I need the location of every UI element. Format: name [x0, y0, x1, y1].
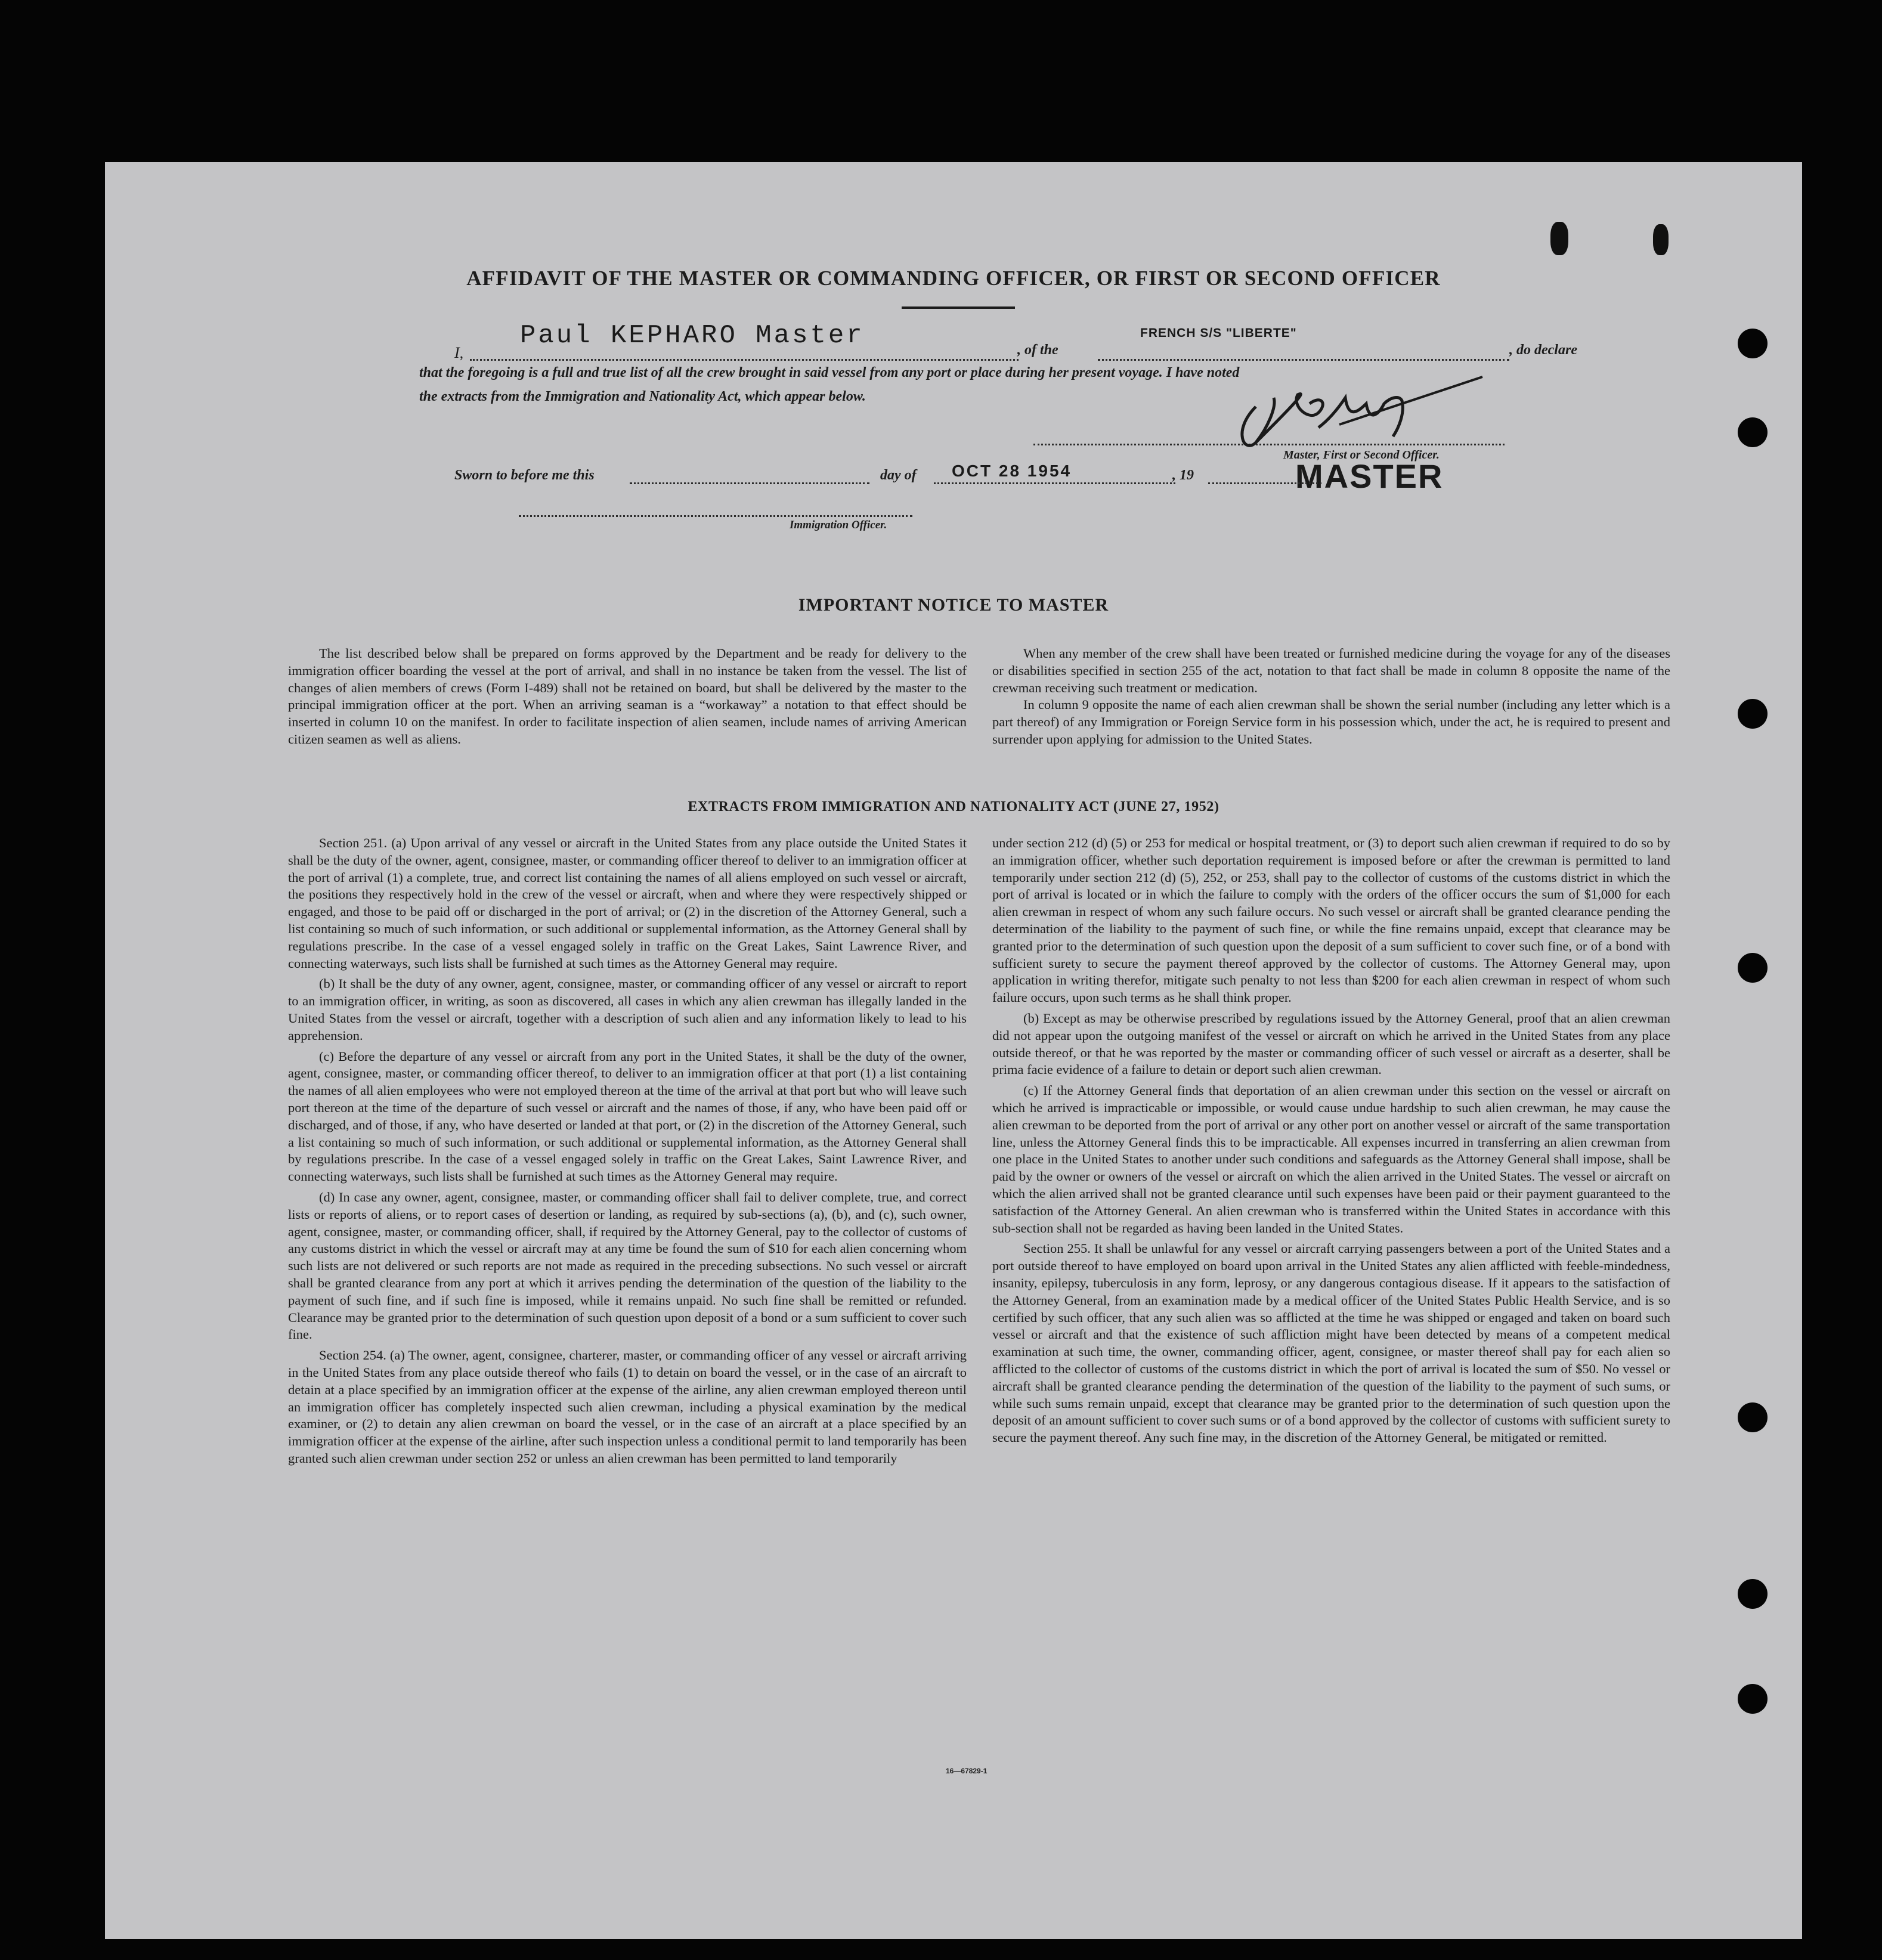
- year-prefix: , 19: [1172, 467, 1194, 483]
- month-field-line: [934, 482, 1175, 484]
- declaration-prefix: I,: [454, 344, 464, 361]
- vessel-name-stamp: FRENCH S/S "LIBERTE": [1140, 326, 1297, 340]
- notice-title: IMPORTANT NOTICE TO MASTER: [798, 595, 1109, 615]
- section-251a-paragraph: Section 251. (a) Upon arrival of any vessel or aircraft in the United States from any place outside the United States it shall be the duty of the owner, agent, consignee, master, or commanding officer thereof to deliver to an immigration officer at the port of arrival (1) a complete, true, and correct list containing the names of all aliens employed on such vessel or aircraft, the positions they respectively hold in the crew of the vessel or aircraft, when and where they were respectively shipped or engaged, and those to be paid off or discharged in the port of arrival; or (2) in the discretion of the Attorney General, such a list containing so much of such information, or such additional or supplemental information, as the Attorney General shall by regulations prescribe. In the case of a vessel engaged solely in traffic on the Great Lakes, Saint Lawrence River, and connecting waterways, such lists shall be furnished at such times as the Attorney General may require.: [288, 835, 967, 971]
- ink-smudge: [1550, 222, 1568, 255]
- section-254c-paragraph: (c) If the Attorney General finds that deportation of an alien crewman under this section on the vessel or aircraft on which he arrived is impracticable or impossible, or would cause undue hardship to such alien crewman, he may cause the alien crewman to be deported from the port of arrival or any other port on another vessel or aircraft of the same transportation line, unless the Attorney General finds this to be impracticable. All expenses incurred in transferring an alien crewman from one place in the United States to another under such conditions and safeguards as the Attorney General shall impose, shall be paid by the owner or owners of the vessel or aircraft on which the alien arrived in the United States. The vessel or aircraft on which the alien arrived shall not be granted clearance until such expenses have been paid or their payment guaranteed to the satisfaction of the Attorney General. An alien crewman who is transferred within the United States in accordance with this sub-section shall not be regarded as having been landed in the United States.: [992, 1083, 1670, 1236]
- declaration-line-2: that the foregoing is a full and true list of all the crew brought in said vessel from any port or place during her present voyage. I have noted: [419, 365, 1240, 380]
- sworn-day-line: [630, 482, 869, 484]
- punch-hole: [1738, 1684, 1768, 1714]
- extracts-title: EXTRACTS FROM IMMIGRATION AND NATIONALITY ACT (JUNE 27, 1952): [688, 799, 1219, 815]
- immigration-officer-line: [519, 515, 912, 517]
- notice-right-column: [992, 645, 1670, 748]
- punch-hole: [1738, 1579, 1768, 1609]
- extracts-left-column: [288, 835, 967, 1471]
- section-254b-paragraph: (b) Except as may be otherwise prescribed by regulations issued by the Attorney General, proof that an alien crewman did not appear upon the outgoing manifest of the vessel or aircraft on which he arrived in the United States from any place outside thereof, or that he was reported by the master or commanding officer of such vessel or aircraft as a deserter, shall be prima facie evidence of a failure to detain or deport such alien crewman.: [992, 1010, 1670, 1077]
- punch-hole: [1738, 953, 1768, 983]
- immigration-officer-label: Immigration Officer.: [790, 519, 887, 531]
- declaration-line-3: the extracts from the Immigration and Nationality Act, which appear below.: [419, 389, 866, 404]
- section-254a-continued-paragraph: under section 212 (d) (5) or 253 for medical or hospital treatment, or (3) to deport such alien crewman if required to do so by an immigration officer, whether such deportation requirement is imposed before or after the crewman is permitted to land temporarily under section 212 (d) (5), 252, or 253, shall pay to the collector of customs of the customs district in which the port of arrival is located or in which the failure to comply with the orders of the officer occurs the sum of $1,000 for each alien crewman in respect of whom any such failure occurs. No such vessel or aircraft shall be granted clearance pending the determination of the liability to the payment of such fine, or while the fine remains unpaid, except that clearance may be granted prior to the determination of such question upon the deposit of a sum sufficient to cover such fine, or of a bond with sufficient surety to secure the payment thereof approved by the collector of customs. The Attorney General may, upon application in writing therefor, mitigate such penalty to not less than $200 for each alien crewman in respect of whom such failure occurs, upon such terms as he shall think proper.: [992, 835, 1670, 1005]
- notice-right-paragraph-1: When any member of the crew shall have been treated or furnished medicine during the voyage for any of the diseases or disabilities specified in section 255 of the act, notation to that fact shall be made in column 8 opposite the name of the crewman receiving such treatment or medication.: [992, 646, 1670, 695]
- form-number: 16—67829-1: [946, 1767, 988, 1775]
- extracts-right-column: [992, 835, 1670, 1450]
- notice-right-paragraph-2: In column 9 opposite the name of each alien crewman shall be shown the serial number (including any letter which is a part thereof) of any Immigration or Foreign Service form in his possession which, under the act, he is required to present and surrender upon applying for admission to the United States.: [992, 697, 1670, 747]
- punch-hole: [1738, 1402, 1768, 1432]
- section-251d-paragraph: (d) In case any owner, agent, consignee, master, or commanding officer shall fail to deliver complete, true, and correct lists or reports of aliens, or to report cases of desertion or landing, as required by sub-sections (a), (b), and (c), such owner, agent, consignee, master, or commanding officer, shall, if required by the Attorney General, pay to the collector of customs of any customs district in which the vessel or aircraft may at any time be found the sum of $10 for each alien concerning whom such lists are not delivered or such reports are not made as required in the preceding subsections. No such vessel or aircraft shall be granted clearance from any port at which it arrives pending the determination of the question of the liability to the payment of such fine, and if such fine is imposed, while it remains unpaid. No such fine shall be remitted or refunded. Clearance may be granted prior to the determination of such question upon deposit of a bond or a sum sufficient to cover such fine.: [288, 1189, 967, 1342]
- sworn-label: Sworn to before me this: [454, 467, 595, 483]
- vessel-field-line: [1098, 359, 1509, 361]
- master-stamp: MASTER: [1295, 457, 1444, 495]
- notice-left-paragraph: The list described below shall be prepared on forms approved by the Department and be ready for delivery to the immigration officer boarding the vessel at the port of arrival, and shall in no instance be taken from the vessel. The list of changes of alien members of crews (Form I-489) shall not be retained on board, but shall be delivered by the master to the principal immigration officer at the port. When an arriving seaman is a “workaway” a notation to that effect should be inserted in column 10 on the manifest. In order to facilitate inspection of alien seamen, include names of arriving American citizen seamen as well as aliens.: [288, 646, 967, 747]
- name-field-line: [470, 359, 1019, 361]
- punch-hole: [1738, 329, 1768, 358]
- section-251c-paragraph: (c) Before the departure of any vessel or aircraft from any port in the United States, it shall be the duty of the owner, agent, consignee, master, or commanding officer thereof, to deliver to an immigration officer at that port (1) a list containing the names of all alien employees who were not employed thereon at the time of the arrival at that port but who will leave such port thereon at the time of the departure of such vessel or aircraft and the names of those, if any, who have been paid off or discharged, and of those, if any, who have deserted or landed at that port, or (2) in the discretion of the Attorney General, such a list containing so much of such information, or such additional or supplemental information, as the Attorney General shall by regulations prescribe. In the case of a vessel engaged solely in traffic on the Great Lakes, Saint Lawrence River, and connecting waterways, such lists shall be furnished at such times as the Attorney General may require.: [288, 1048, 967, 1184]
- day-of-label: day of: [880, 467, 917, 483]
- year-field-line: [1208, 482, 1321, 484]
- affidavit-title: AFFIDAVIT OF THE MASTER OR COMMANDING OFFICER, OR FIRST OR SECOND OFFICER: [466, 267, 1441, 290]
- signature-caption: Master, First or Second Officer.: [1283, 448, 1440, 462]
- section-255-paragraph: Section 255. It shall be unlawful for any vessel or aircraft carrying passengers between a port of the United States and a port outside thereof to have employed on board upon arrival in the United States any alien afflicted with feeble-mindedness, insanity, epilepsy, tuberculosis in any form, leprosy, or any dangerous contagious disease. If it appears to the satisfaction of the Attorney General, from an examination made by a medical officer of the United States Public Health Service, and is so certified by such officer, that any such alien was so afflicted at the time he was shipped or engaged and taken on board such vessel or aircraft and that the existence of such affliction might have been detected by means of a competent medical examination at such time, the owner, commanding officer, agent, consignee, or master thereof shall pay for each alien so afflicted to the collector of customs of the customs district in which the port of arrival is located the sum of $50. No vessel or aircraft shall be granted clearance pending the determination of the question of the liability to the payment of such sums, or while such sums remain unpaid, except that clearance may be granted prior to the determination of such question upon the deposit of an amount sufficient to cover such sums or of a bond approved by the collector of customs with sufficient surety to secure the payment thereof. Any such fine may, in the discretion of the Attorney General, be mitigated or remitted.: [992, 1241, 1670, 1445]
- do-declare-label: , do declare: [1509, 342, 1577, 358]
- notice-left-column: [288, 645, 967, 748]
- section-251b-paragraph: (b) It shall be the duty of any owner, agent, consignee, master, or commanding officer of any vessel or aircraft to report to an immigration officer, in writing, as soon as discovered, all cases in which any alien crewman has illegally landed in the United States from the vessel or aircraft, together with a description of such alien and any information likely to lead to his apprehension.: [288, 976, 967, 1043]
- master-name-typed: Paul KEPHARO Master: [520, 321, 865, 351]
- title-underline: [902, 306, 1015, 309]
- punch-hole: [1738, 417, 1768, 447]
- punch-hole: [1738, 699, 1768, 729]
- document-page: [105, 162, 1802, 1939]
- handwritten-signature: [1220, 371, 1488, 460]
- date-stamp: OCT 28 1954: [952, 462, 1072, 480]
- section-254a-paragraph: Section 254. (a) The owner, agent, consignee, charterer, master, or commanding officer of any vessel or aircraft arriving in the United States from any place outside thereof who fails (1) to detain on board the vessel, or in the case of an aircraft to detain at a place specified by an immigration officer at the expense of the airline, any alien crewman employed thereon until an immigration officer has completely inspected such alien crewman, including a physical examination by the medical examiner, or (2) to detain any alien crewman on board the vessel, or in the case of an aircraft at a place specified by an immigration officer at the expense of the airline, after such inspection unless a conditional permit to land temporarily has been granted such alien crewman under section 252 or unless an alien crewman has been permitted to land temporarily: [288, 1348, 967, 1466]
- of-the-label: , of the: [1017, 342, 1058, 358]
- ink-smudge: [1653, 224, 1669, 255]
